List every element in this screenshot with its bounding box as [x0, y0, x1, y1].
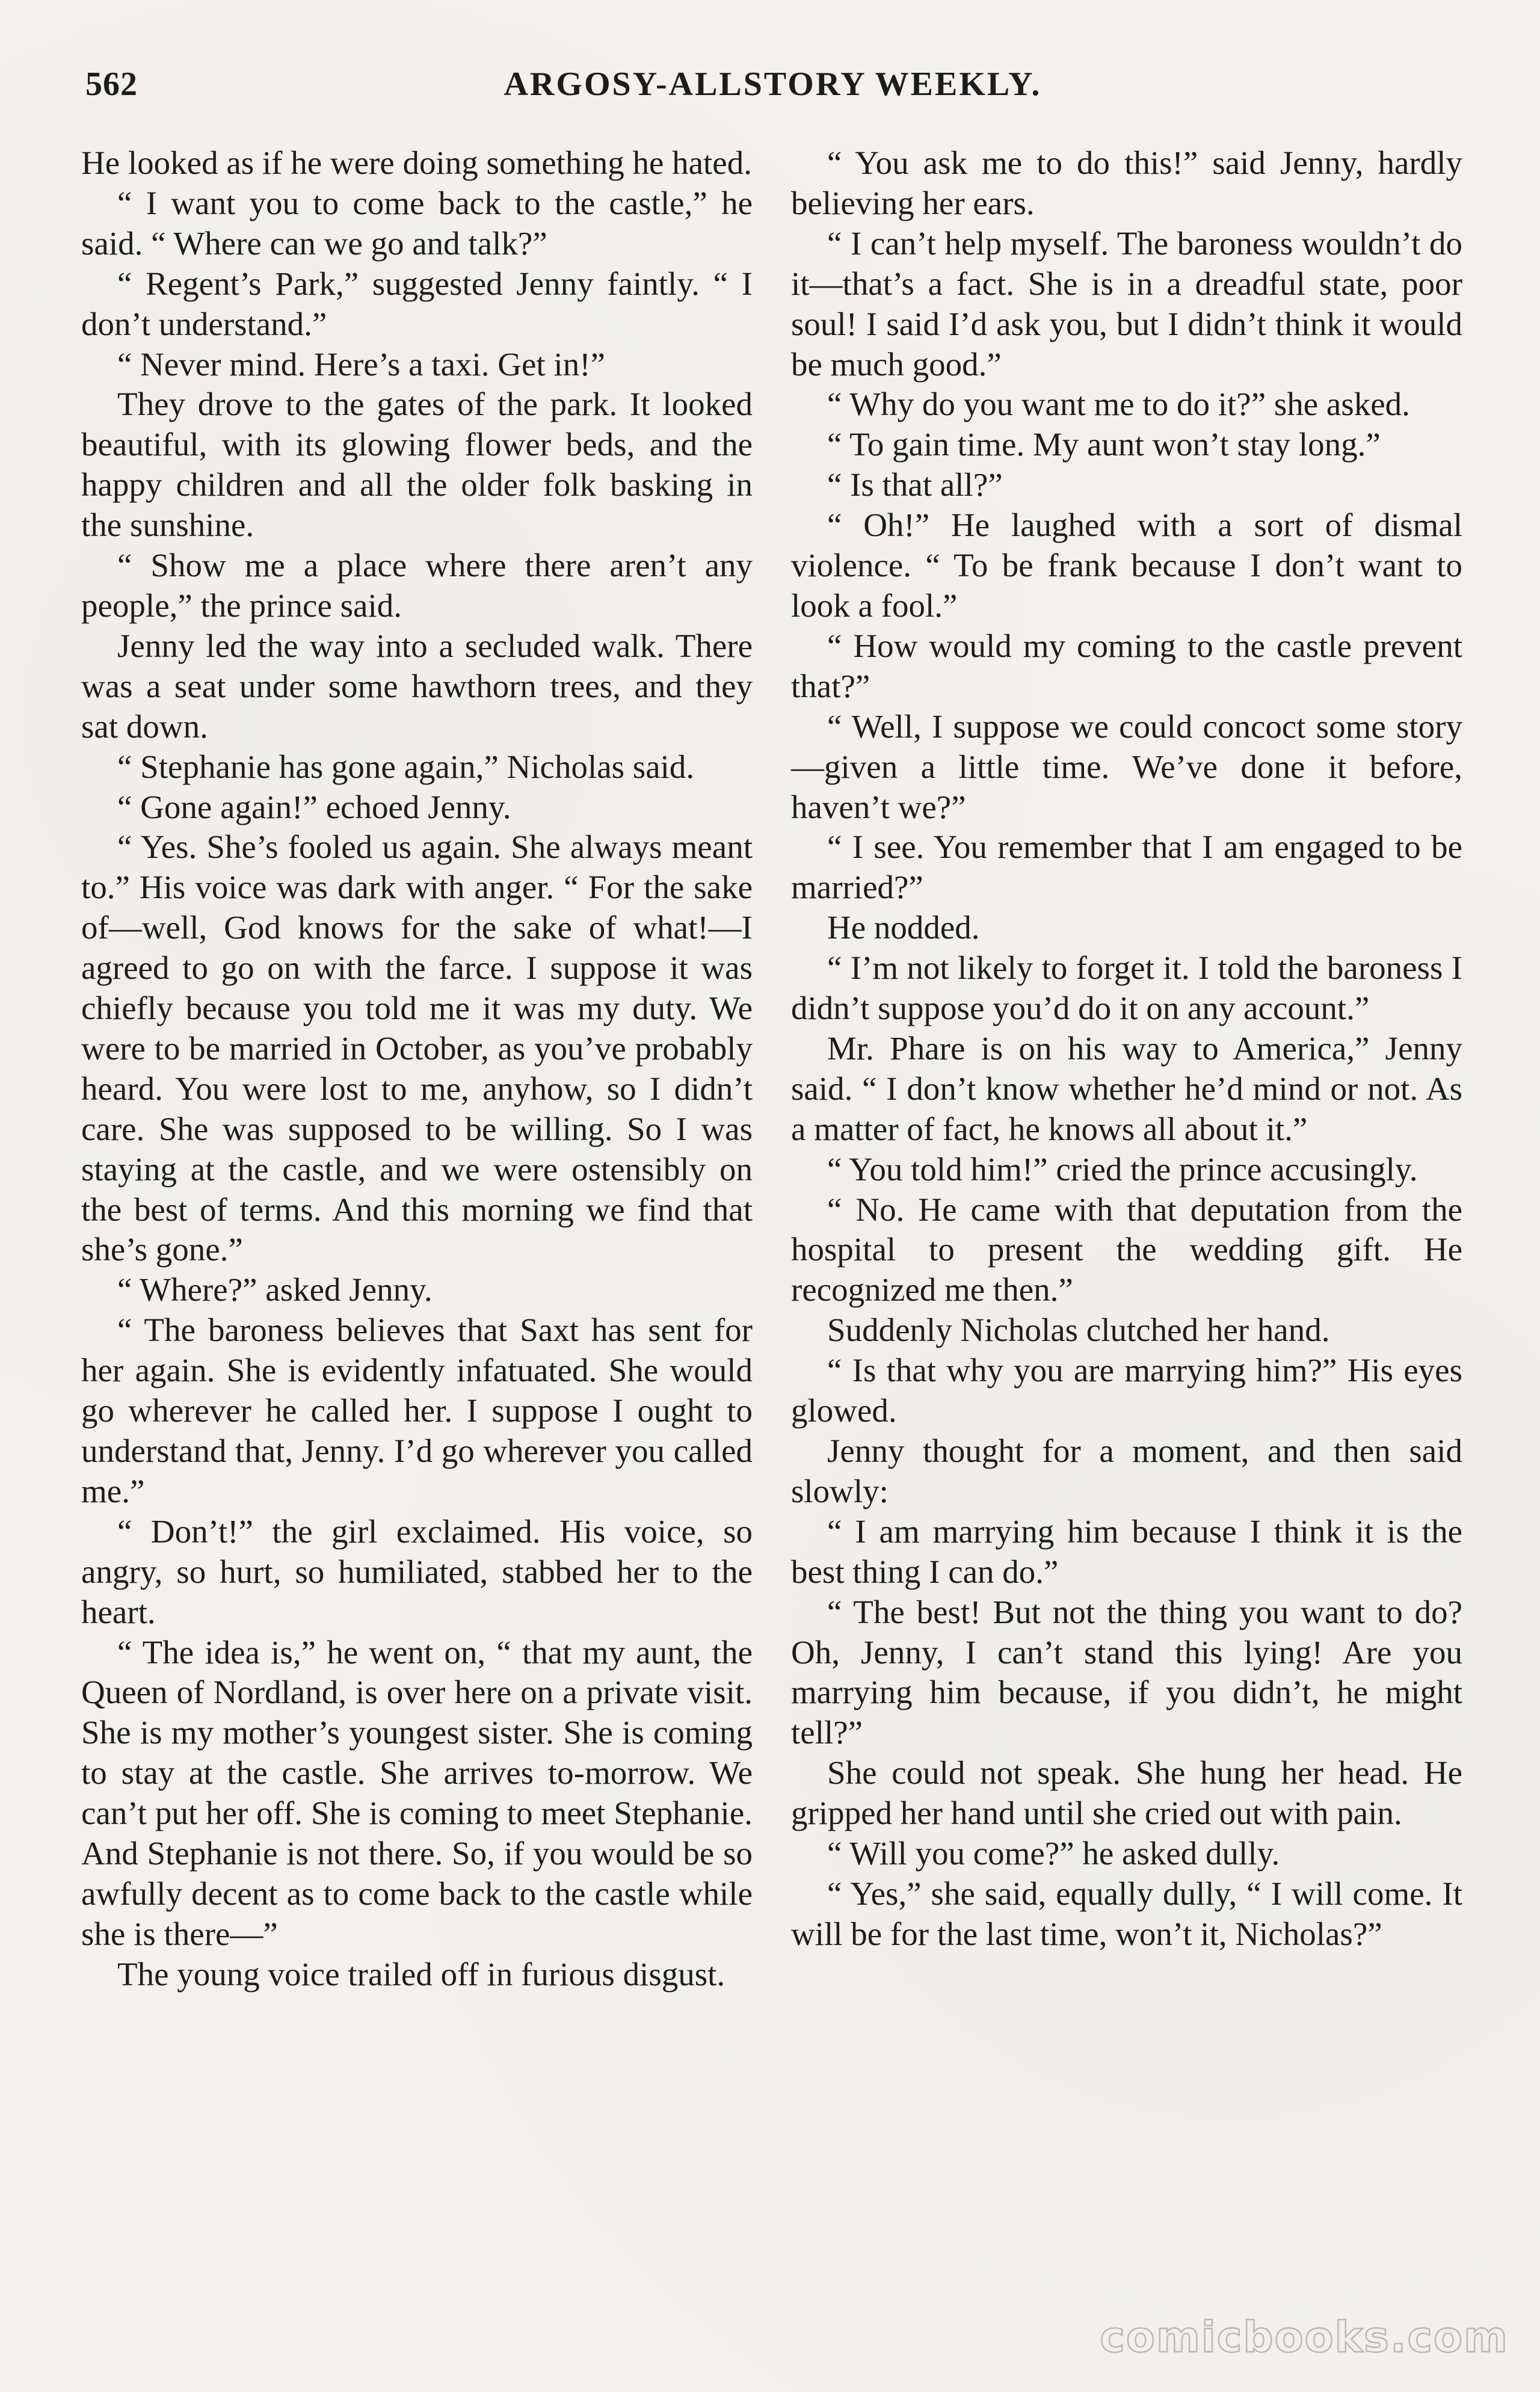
paragraph: He nodded. — [827, 909, 980, 946]
paragraph: Jenny led the way into a secluded walk. There was a seat under some hawthorn trees, and they sat down. — [81, 627, 753, 745]
paragraph: “ Never mind. Here’s a taxi. Get in!” — [117, 345, 605, 383]
paragraph: “ Is that all?” — [827, 466, 1003, 504]
paragraph: “ Why do you want me to do it?” she asked. — [827, 386, 1410, 423]
left-column — [81, 143, 753, 1995]
paragraph: “ Where?” asked Jenny. — [117, 1271, 433, 1309]
paragraph: They drove to the gates of the park. It looked beautiful, with its glowing flower beds, and the happy children and all the older folk basking in the sunshine. — [81, 386, 753, 544]
paragraph: “ No. He came with that deputation from the hospital to present the wedding gift. He recognized me then.” — [791, 1191, 1462, 1309]
paragraph: “ The best! But not the thing you want to do? Oh, Jenny, I can’t stand this lying! Are you marrying him because, if you didn’t, he might tell?” — [791, 1593, 1462, 1751]
page-number: 562 — [85, 66, 138, 103]
paragraph: “ Will you come?” he asked dully. — [827, 1835, 1280, 1872]
paragraph: “ The idea is,” he went on, “ that my aunt, the Queen of Nordland, is over here on a private visit. She is my mother’s youngest sister. She is coming to stay at the castle. She arrives to-morrow. We can’t put her off. She is coming to meet Stephanie. And Stephanie is not there. So, if you would be so awfully decent as to come back to the castle while she is there—” — [81, 1633, 753, 1952]
paragraph: “ I’m not likely to forget it. I told the baroness I didn’t suppose you’d do it on any account.” — [791, 949, 1462, 1027]
paragraph: “ Stephanie has gone again,” Nicholas said. — [117, 748, 695, 785]
paragraph: “ Show me a place where there aren’t any people,” the prince said. — [81, 547, 753, 624]
page-header — [85, 65, 1460, 113]
paragraph: “ The baroness believes that Saxt has sent for her again. She is evidently infatuated. She would go wherever he called her. I suppose I ought to understand that, Jenny. I’d go wherever you called me.” — [81, 1312, 753, 1509]
paragraph: “ Oh!” He laughed with a sort of dismal violence. “ To be frank because I don’t want to look a fool.” — [791, 507, 1462, 624]
paragraph: “ I am marrying him because I think it is the best thing I can do.” — [791, 1512, 1462, 1590]
paragraph: Jenny thought for a moment, and then said slowly: — [791, 1432, 1462, 1509]
paragraph: Mr. Phare is on his way to America,” Jenny said. “ I don’t know whether he’d mind or not. As a matter of fact, he knows all about it.” — [791, 1029, 1462, 1147]
paragraph: “ Well, I suppose we could concoct some story—given a little time. We’ve done it before, haven’t we?” — [791, 707, 1462, 825]
paragraph: “ I see. You remember that I am engaged to be married?” — [791, 828, 1462, 906]
paragraph: “ Don’t!” the girl exclaimed. His voice, so angry, so hurt, so humiliated, stabbed her to the heart. — [81, 1512, 753, 1630]
paragraph: “ You ask me to do this!” said Jenny, hardly believing her ears. — [791, 144, 1462, 221]
paragraph: “ I can’t help myself. The baroness wouldn’t do it—that’s a fact. She is in a dreadful state, poor soul! I said I’d ask you, but I didn’t think it would be much good.” — [791, 224, 1462, 383]
running-title: ARGOSY-ALLSTORY WEEKLY. — [504, 66, 1042, 103]
paragraph: “ I want you to come back to the castle,” he said. “ Where can we go and talk?” — [81, 184, 753, 262]
right-column — [791, 143, 1462, 1955]
paragraph: “ To gain time. My aunt won’t stay long.” — [827, 426, 1381, 463]
paragraph: “ Yes,” she said, equally dully, “ I will come. It will be for the last time, won’t it, Nicholas?” — [791, 1875, 1462, 1952]
paragraph: “ Regent’s Park,” suggested Jenny faintly. “ I don’t understand.” — [81, 265, 753, 342]
paragraph: He looked as if he were doing something he hated. — [81, 144, 752, 181]
paragraph: “ You told him!” cried the prince accusingly. — [827, 1150, 1418, 1188]
watermark-logo: comicbooks.com — [1100, 2313, 1509, 2362]
paragraph: Suddenly Nicholas clutched her hand. — [827, 1312, 1330, 1349]
paragraph: She could not speak. She hung her head. He gripped her hand until she cried out with pain. — [791, 1754, 1462, 1832]
paragraph: “ Is that why you are marrying him?” His eyes glowed. — [791, 1352, 1462, 1429]
paragraph: The young voice trailed off in furious disgust. — [117, 1955, 725, 1993]
paragraph: “ How would my coming to the castle prevent that?” — [791, 627, 1462, 704]
paragraph: “ Yes. She’s fooled us again. She always meant to.” His voice was dark with anger. “ For the sake of—well, God knows for the sake of what!—I agreed to go on with the farce. I suppose it was chiefly because you told me it was my duty. We were to be married in October, as you’ve probably heard. You were lost to me, anyhow, so I didn’t care. She was supposed to be willing. So I was staying at the castle, and we were ostensibly on the best of terms. And this morning we find that she’s gone.” — [81, 828, 753, 1268]
paragraph: “ Gone again!” echoed Jenny. — [117, 788, 511, 825]
